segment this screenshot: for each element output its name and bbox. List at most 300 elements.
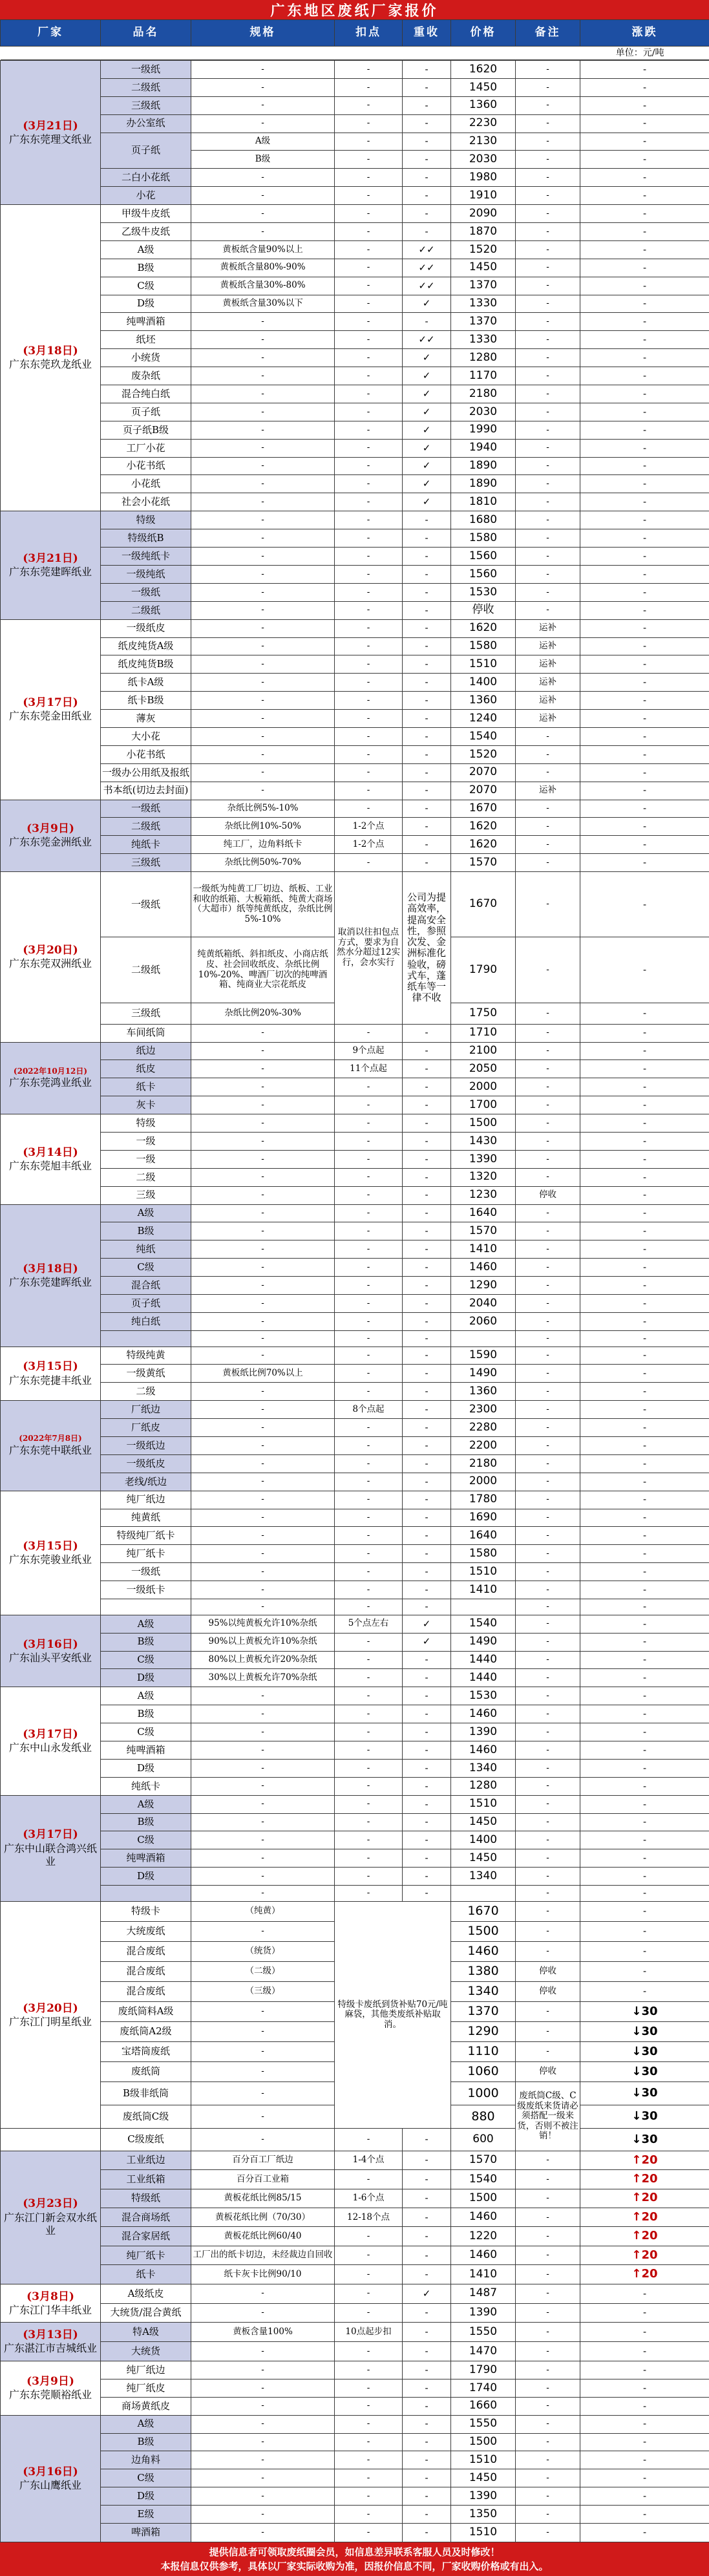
weight-cell: - xyxy=(403,2433,451,2451)
change-cell: - xyxy=(580,565,709,583)
remark-cell: - xyxy=(516,2323,580,2342)
spec-cell: 90%以上黄板允许10%杂纸 xyxy=(191,1633,335,1651)
price-cell: 1450 xyxy=(451,78,516,96)
weight-cell: - xyxy=(403,151,451,169)
weight-cell: ✓ xyxy=(403,421,451,439)
table-row xyxy=(1,421,709,439)
price-cell: 1460 xyxy=(451,1941,516,1961)
remark-cell: - xyxy=(516,61,580,79)
spec-cell: - xyxy=(191,1886,335,1902)
spec-cell: - xyxy=(191,1545,335,1563)
col-header-remark: 备注 xyxy=(516,20,580,47)
weight-cell: - xyxy=(403,1545,451,1563)
weight-cell: - xyxy=(403,2246,451,2264)
price-cell: 1670 xyxy=(451,1901,516,1921)
factory-name: 广东东莞金田纸业 xyxy=(8,710,92,723)
factory-date: (3月8日) xyxy=(26,2290,74,2303)
table-row xyxy=(1,313,709,331)
price-cell: 1320 xyxy=(451,1168,516,1186)
deduct-cell: - xyxy=(335,1132,403,1150)
price-cell: 1490 xyxy=(451,1633,516,1651)
change-cell: - xyxy=(580,1687,709,1705)
change-cell: - xyxy=(580,1527,709,1545)
change-cell: - xyxy=(580,1723,709,1741)
spec-cell: - xyxy=(191,692,335,710)
remark-cell: - xyxy=(516,475,580,493)
weight-cell: - xyxy=(403,1723,451,1741)
remark-cell: - xyxy=(516,2469,580,2487)
table-row xyxy=(1,1759,709,1777)
remark-cell: - xyxy=(516,1240,580,1259)
factory-date: (3月17日) xyxy=(23,696,78,710)
remark-cell: - xyxy=(516,1831,580,1849)
deduct-cell: - xyxy=(335,1723,403,1741)
table-row xyxy=(1,583,709,601)
product-name: 纯啤酒箱 xyxy=(101,1741,191,1760)
remark-cell: - xyxy=(516,1132,580,1150)
weight-cell: - xyxy=(403,2323,451,2342)
deduct-cell: - xyxy=(335,583,403,601)
spec-cell: - xyxy=(191,1759,335,1777)
remark-cell: - xyxy=(516,259,580,277)
weight-cell: - xyxy=(403,655,451,674)
deduct-cell: - xyxy=(335,2342,403,2361)
spec-cell: A级 xyxy=(191,133,335,151)
change-cell: ↑20 xyxy=(580,2246,709,2264)
price-cell: 1410 xyxy=(451,1581,516,1599)
change-cell: - xyxy=(580,2487,709,2506)
weight-cell: - xyxy=(403,836,451,854)
price-cell: 1530 xyxy=(451,583,516,601)
spec-cell: - xyxy=(191,61,335,79)
change-cell: - xyxy=(580,1473,709,1491)
change-cell: - xyxy=(580,1259,709,1277)
change-cell: - xyxy=(580,1795,709,1813)
change-cell: - xyxy=(580,133,709,151)
table-row xyxy=(1,277,709,295)
change-cell: - xyxy=(580,2361,709,2379)
price-cell: 1790 xyxy=(451,937,516,1003)
change-cell: - xyxy=(580,1651,709,1669)
weight-cell: - xyxy=(403,2379,451,2397)
spec-cell: - xyxy=(191,2523,335,2542)
spec-cell: - xyxy=(191,1024,335,1042)
deduct-cell: - xyxy=(335,493,403,511)
table-row xyxy=(1,1545,709,1563)
change-cell: - xyxy=(580,205,709,223)
product-name: 二级纸 xyxy=(101,78,191,96)
spec-cell: - xyxy=(191,1741,335,1760)
remark-cell: - xyxy=(516,1401,580,1419)
deduct-cell: - xyxy=(335,1651,403,1669)
change-cell: - xyxy=(580,1705,709,1723)
spec-cell: - xyxy=(191,1259,335,1277)
deduct-cell: - xyxy=(335,800,403,818)
remark-cell: - xyxy=(516,1795,580,1813)
remark-cell: - xyxy=(516,1114,580,1133)
product-name: 商场黄纸皮 xyxy=(101,2397,191,2415)
spec-cell: - xyxy=(191,2022,335,2042)
price-cell: 1390 xyxy=(451,1150,516,1168)
change-cell: - xyxy=(580,1312,709,1330)
deduct-cell: - xyxy=(335,1096,403,1114)
price-cell: 1400 xyxy=(451,1831,516,1849)
spec-cell: - xyxy=(191,2284,335,2303)
table-row xyxy=(1,2170,709,2189)
spec-cell: - xyxy=(191,2469,335,2487)
factory-name: 广东东莞玖龙纸业 xyxy=(8,358,92,371)
deduct-cell: - xyxy=(335,1204,403,1222)
remark-cell: - xyxy=(516,1277,580,1295)
spec-cell: - xyxy=(191,1868,335,1886)
table-row xyxy=(1,475,709,493)
weight-cell: - xyxy=(403,692,451,710)
product-name: C级 xyxy=(101,1651,191,1669)
deduct-cell: - xyxy=(335,1545,403,1563)
weight-cell: - xyxy=(403,2451,451,2469)
remark-cell: - xyxy=(516,1060,580,1078)
change-cell: - xyxy=(580,457,709,475)
change-cell: - xyxy=(580,151,709,169)
deduct-cell: - xyxy=(335,2227,403,2246)
product-name: 纯白纸 xyxy=(101,1312,191,1330)
spec-cell: 黄板纸含量90%以上 xyxy=(191,240,335,259)
product-name: C级 xyxy=(101,1723,191,1741)
table-row xyxy=(1,1295,709,1313)
spec-cell: - xyxy=(191,1312,335,1330)
change-cell: ↓30 xyxy=(580,2105,709,2129)
table-row xyxy=(1,1168,709,1186)
product-name: B级 xyxy=(101,1705,191,1723)
weight-cell: - xyxy=(403,2487,451,2506)
table-row xyxy=(1,763,709,782)
weight-cell: - xyxy=(403,1599,451,1615)
price-cell: 2030 xyxy=(451,403,516,421)
change-cell: - xyxy=(580,2451,709,2469)
price-cell: 2070 xyxy=(451,782,516,800)
factory-cell xyxy=(1,1204,101,1347)
product-name: 工厂小花 xyxy=(101,439,191,457)
product-name: 混合废纸 xyxy=(101,1981,191,2001)
table-row xyxy=(1,1204,709,1222)
product-name: 小花书纸 xyxy=(101,745,191,763)
change-cell: - xyxy=(580,277,709,295)
remark-cell: - xyxy=(516,1705,580,1723)
weight-cell: - xyxy=(403,763,451,782)
remark-cell: - xyxy=(516,1003,580,1024)
price-cell: 2280 xyxy=(451,1419,516,1437)
factory-name: 广东东莞鸿业纸业 xyxy=(8,1076,92,1089)
spec-cell: - xyxy=(191,1527,335,1545)
price-cell: 1870 xyxy=(451,223,516,241)
change-cell: - xyxy=(580,1401,709,1419)
weight-cell: - xyxy=(403,1114,451,1133)
change-cell: - xyxy=(580,1981,709,2001)
table-row xyxy=(1,601,709,619)
change-cell: - xyxy=(580,1563,709,1581)
spec-cell: 黄板花纸比例60/40 xyxy=(191,2227,335,2246)
deduct-cell: - xyxy=(335,114,403,133)
change-cell: - xyxy=(580,674,709,692)
weight-cell: ✓ xyxy=(403,367,451,385)
product-name: 纯纸卡 xyxy=(101,1777,191,1795)
change-cell: - xyxy=(580,1669,709,1687)
change-cell: - xyxy=(580,1114,709,1133)
product-name: 混合废纸 xyxy=(101,1941,191,1961)
weight-cell: - xyxy=(403,854,451,872)
spec-cell: - xyxy=(191,1240,335,1259)
deduct-cell: - xyxy=(335,1114,403,1133)
weight-cell: - xyxy=(403,710,451,728)
spec-cell: - xyxy=(191,1096,335,1114)
remark-cell: - xyxy=(516,2001,580,2021)
deduct-cell: - xyxy=(335,1687,403,1705)
product-name: 一级办公用纸及报纸 xyxy=(101,763,191,782)
product-name: D级 xyxy=(101,1868,191,1886)
table-row xyxy=(1,1831,709,1849)
factory-cell xyxy=(1,872,101,1042)
factory-date: (3月21日) xyxy=(23,551,78,565)
col-header-spec: 规格 xyxy=(191,20,335,47)
remark-cell: - xyxy=(516,1419,580,1437)
spec-cell: - xyxy=(191,1295,335,1313)
deduct-cell: - xyxy=(335,692,403,710)
price-cell: 1390 xyxy=(451,2303,516,2323)
remark-cell: - xyxy=(516,1473,580,1491)
change-cell: - xyxy=(580,493,709,511)
remark-cell: - xyxy=(516,187,580,205)
weight-cell: - xyxy=(403,745,451,763)
price-cell: 1460 xyxy=(451,1705,516,1723)
spec-cell: - xyxy=(191,1204,335,1222)
product-name: 厂纸皮 xyxy=(101,1419,191,1437)
remark-cell: - xyxy=(516,1921,580,1941)
factory-cell xyxy=(1,2415,101,2542)
spec-cell: （二级） xyxy=(191,1961,335,1981)
weight-cell: - xyxy=(403,818,451,836)
change-cell: - xyxy=(580,1383,709,1401)
spec-cell: 黄板纸含量30%以下 xyxy=(191,295,335,313)
factory-date: (3月15日) xyxy=(23,1539,78,1553)
factory-cell xyxy=(1,2129,101,2151)
remark-cell: - xyxy=(516,1581,580,1599)
product-name: 特级卡 xyxy=(101,1901,191,1921)
footer xyxy=(0,2542,709,2576)
price-cell: 1670 xyxy=(451,872,516,937)
table-row xyxy=(1,2506,709,2524)
remark-cell: 停收 xyxy=(516,2062,580,2082)
price-cell: 1520 xyxy=(451,745,516,763)
factory-cell xyxy=(1,1795,101,1901)
spec-cell: - xyxy=(191,583,335,601)
product-name: 二级纸 xyxy=(101,818,191,836)
product-name: 特级纯黄 xyxy=(101,1347,191,1365)
change-cell: - xyxy=(580,1581,709,1599)
remark-cell: - xyxy=(516,1259,580,1277)
factory-date: (2022年7月8日) xyxy=(19,1434,82,1443)
product-name: C级 xyxy=(101,2469,191,2487)
spec-cell: 95%以纯黄板允许10%杂纸 xyxy=(191,1615,335,1633)
spec-cell: - xyxy=(191,2303,335,2323)
factory-date: (3月18日) xyxy=(23,1262,78,1275)
product-name: 混合纸 xyxy=(101,1277,191,1295)
remark-cell: - xyxy=(516,2433,580,2451)
remark-cell: - xyxy=(516,2415,580,2433)
table-row xyxy=(1,2303,709,2323)
deduct-cell: - xyxy=(335,1240,403,1259)
remark-cell: 运补 xyxy=(516,782,580,800)
spec-cell: - xyxy=(191,2433,335,2451)
weight-cell: - xyxy=(403,1347,451,1365)
deduct-cell: - xyxy=(335,457,403,475)
product-name: B级非纸筒 xyxy=(101,2082,191,2105)
deduct-cell: - xyxy=(335,1868,403,1886)
weight-cell: - xyxy=(403,61,451,79)
weight-cell: - xyxy=(403,1886,451,1902)
product-name: 啤酒箱 xyxy=(101,2523,191,2542)
remark-cell: - xyxy=(516,2022,580,2042)
change-cell: - xyxy=(580,1150,709,1168)
change-cell: - xyxy=(580,1901,709,1921)
change-cell: - xyxy=(580,619,709,637)
remark-cell: - xyxy=(516,439,580,457)
spec-cell: - xyxy=(191,1150,335,1168)
factory-name: 广东东莞建晖纸业 xyxy=(8,566,92,579)
deduct-cell: - xyxy=(335,2246,403,2264)
deduct-cell: 11个点起 xyxy=(335,1060,403,1078)
deduct-cell: - xyxy=(335,2506,403,2524)
spec-cell: - xyxy=(191,601,335,619)
price-cell: 1340 xyxy=(451,1981,516,2001)
price-cell: 1110 xyxy=(451,2042,516,2062)
table-row xyxy=(1,61,709,79)
spec-cell: - xyxy=(191,1277,335,1295)
change-cell: - xyxy=(580,745,709,763)
factory-cell xyxy=(1,2323,101,2361)
factory-name: 广东东莞双洲纸业 xyxy=(8,957,92,970)
weight-cell: - xyxy=(403,187,451,205)
change-cell: - xyxy=(580,1042,709,1060)
spec-cell: - xyxy=(191,565,335,583)
product-name: 特级纯厂纸卡 xyxy=(101,1527,191,1545)
change-cell: - xyxy=(580,475,709,493)
product-name: 一级纸 xyxy=(101,872,191,937)
table-row xyxy=(1,2227,709,2246)
weight-cell: - xyxy=(403,1868,451,1886)
weight-cell: - xyxy=(403,169,451,187)
spec-cell: - xyxy=(191,2451,335,2469)
change-cell: - xyxy=(580,295,709,313)
remark-cell: - xyxy=(516,1741,580,1760)
price-cell: 1460 xyxy=(451,1259,516,1277)
price-cell: 1530 xyxy=(451,1687,516,1705)
deduct-cell: - xyxy=(335,763,403,782)
table-row xyxy=(1,2208,709,2227)
deduct-cell: - xyxy=(335,2451,403,2469)
deduct-cell: - xyxy=(335,1599,403,1615)
price-cell: 1940 xyxy=(451,439,516,457)
product-name: 工业纸边 xyxy=(101,2151,191,2169)
factory-date: (3月21日) xyxy=(23,119,78,133)
weight-cell: - xyxy=(403,1401,451,1419)
factory-name: 广东东莞金洲纸业 xyxy=(8,836,92,849)
change-cell: - xyxy=(580,1454,709,1473)
price-cell: 1520 xyxy=(451,240,516,259)
table-row xyxy=(1,655,709,674)
change-cell: - xyxy=(580,1222,709,1240)
product-name: 纸皮纯货B级 xyxy=(101,655,191,674)
price-cell: 1500 xyxy=(451,1921,516,1941)
price-cell: 1410 xyxy=(451,1240,516,1259)
deduct-cell: - xyxy=(335,475,403,493)
product-name: 三级 xyxy=(101,1186,191,1204)
col-header-factory: 厂家 xyxy=(1,20,101,47)
table-row xyxy=(1,1705,709,1723)
change-cell: ↓30 xyxy=(580,2082,709,2105)
spec-cell: 黄板花纸比例85/15 xyxy=(191,2189,335,2208)
change-cell: - xyxy=(580,1186,709,1204)
price-cell: 1360 xyxy=(451,1383,516,1401)
deduct-cell: - xyxy=(335,1777,403,1795)
price-cell: 1400 xyxy=(451,674,516,692)
table-row xyxy=(1,1563,709,1581)
remark-cell: - xyxy=(516,295,580,313)
weight-cell: - xyxy=(403,78,451,96)
change-cell: - xyxy=(580,1078,709,1096)
price-cell: 1390 xyxy=(451,1723,516,1741)
deduct-cell: 12-18个点 xyxy=(335,2208,403,2227)
spec-cell: 80%以上黄板允许20%杂纸 xyxy=(191,1651,335,1669)
product-name: 纸卡A级 xyxy=(101,674,191,692)
spec-cell: - xyxy=(191,2506,335,2524)
price-cell: 1580 xyxy=(451,1545,516,1563)
deduct-cell: - xyxy=(335,1347,403,1365)
remark-cell: - xyxy=(516,1651,580,1669)
factory-cell xyxy=(1,2361,101,2415)
change-cell: ↓30 xyxy=(580,2062,709,2082)
product-name: 纯纸 xyxy=(101,1240,191,1259)
deduct-cell: - xyxy=(335,169,403,187)
weight-cell: ✓ xyxy=(403,475,451,493)
remark-cell: - xyxy=(516,1545,580,1563)
table-row xyxy=(1,1060,709,1078)
factory-date: (3月23日) xyxy=(23,2197,78,2211)
factory-name: 广东江门明星纸业 xyxy=(8,2015,92,2028)
price-cell: 2230 xyxy=(451,114,516,133)
spec-cell: - xyxy=(191,78,335,96)
table-row xyxy=(1,782,709,800)
weight-cell: ✓ xyxy=(403,493,451,511)
table-row xyxy=(1,240,709,259)
remark-cell: - xyxy=(516,313,580,331)
change-cell: - xyxy=(580,1849,709,1868)
spec-cell: - xyxy=(191,655,335,674)
remark-cell: - xyxy=(516,2208,580,2227)
product-name: 页子纸 xyxy=(101,1295,191,1313)
price-cell: 1560 xyxy=(451,565,516,583)
deduct-cell: 取消以往扣包点方式，要求为自然水分超过12实行，会水实行 xyxy=(335,872,403,1025)
spec-cell: 30%以上黄板允许70%杂纸 xyxy=(191,1669,335,1687)
change-cell: - xyxy=(580,818,709,836)
spec-cell: - xyxy=(191,475,335,493)
table-row xyxy=(1,800,709,818)
remark-cell: - xyxy=(516,1295,580,1313)
factory-cell xyxy=(1,619,101,800)
weight-cell: - xyxy=(403,529,451,548)
change-cell: - xyxy=(580,1941,709,1961)
weight-cell: - xyxy=(403,1132,451,1150)
table-row xyxy=(1,1383,709,1401)
